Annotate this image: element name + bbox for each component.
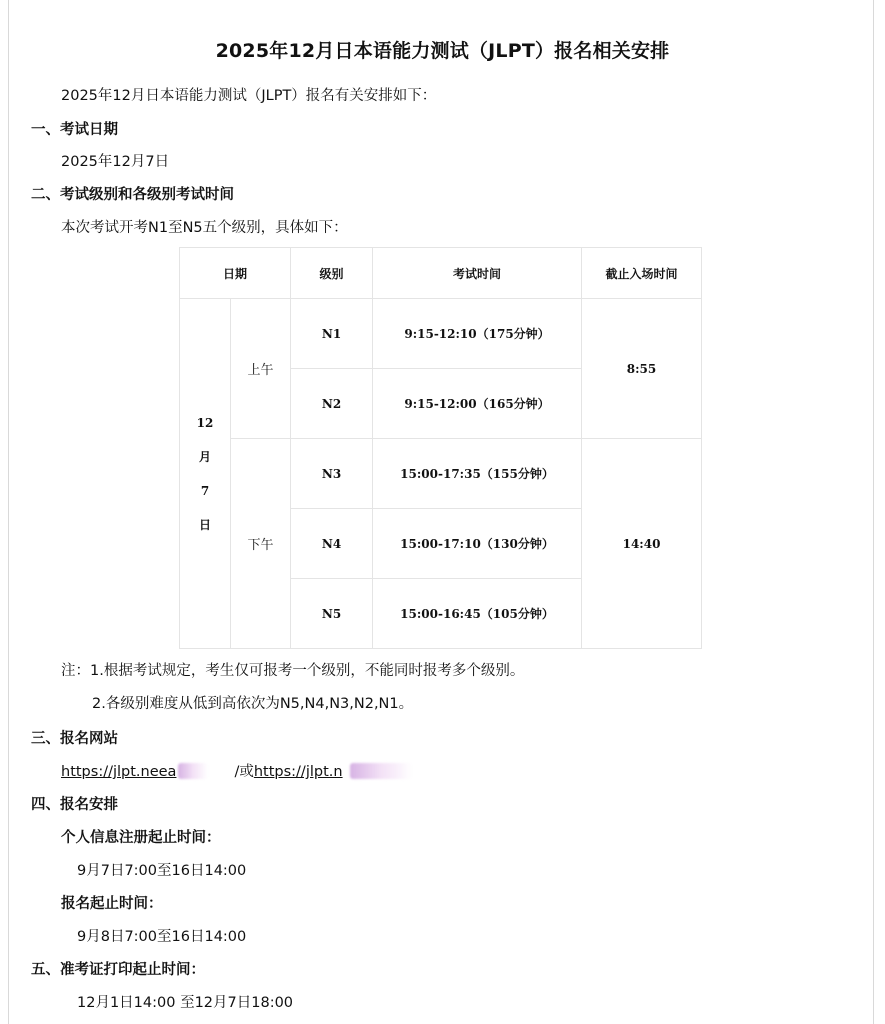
level-cell: N4 xyxy=(291,509,373,579)
date-char: 7 xyxy=(200,483,210,498)
date-char: 12 xyxy=(196,415,214,430)
note-2: 2.各级别难度从低到高依次为N5,N4,N3,N2,N1。 xyxy=(92,696,414,712)
time-cell: 15:00-17:35（155分钟） xyxy=(373,439,582,509)
section5-heading: 五、准考证打印起止时间： xyxy=(31,962,205,978)
header-exam-time: 考试时间 xyxy=(373,248,582,299)
table-header-row xyxy=(180,248,702,299)
registration-period-time: 9月8日7:00至16日14:00 xyxy=(77,929,247,945)
intro-text: 2025年12月日本语能力测试（JLPT）报名有关安排如下： xyxy=(61,88,437,104)
section2-heading: 二、考试级别和各级别考试时间 xyxy=(31,187,234,203)
morning-deadline-cell: 8:55 xyxy=(582,299,702,439)
afternoon-deadline-cell: 14:40 xyxy=(582,439,702,649)
section4-heading: 四、报名安排 xyxy=(31,797,118,813)
redaction-blur-2 xyxy=(350,763,412,779)
level-cell: N3 xyxy=(291,439,373,509)
time-cell: 9:15-12:10（175分钟） xyxy=(373,299,582,369)
time-cell: 9:15-12:00（165分钟） xyxy=(373,369,582,439)
afternoon-cell: 下午 xyxy=(231,439,291,649)
header-level: 级别 xyxy=(291,248,373,299)
section3-heading: 三、报名网站 xyxy=(31,731,118,747)
admission-ticket-print-time: 12月1日14:00 至12月7日18:00 xyxy=(77,995,294,1011)
table-row xyxy=(180,439,702,509)
page-title: 2025年12月日本语能力测试（JLPT）报名相关安排 xyxy=(215,40,670,62)
personal-info-registration-heading: 个人信息注册起止时间： xyxy=(61,830,221,846)
link-separator: /或 xyxy=(234,764,254,780)
level-cell: N2 xyxy=(291,369,373,439)
registration-link-1[interactable]: https://jlpt.neea xyxy=(61,764,177,780)
schedule-table xyxy=(179,247,702,649)
exam-date-text: 2025年12月7日 xyxy=(61,154,170,170)
level-cell: N1 xyxy=(291,299,373,369)
header-date: 日期 xyxy=(180,248,291,299)
time-cell: 15:00-16:45（105分钟） xyxy=(373,579,582,649)
time-cell: 15:00-17:10（130分钟） xyxy=(373,509,582,579)
registration-period-heading: 报名起止时间： xyxy=(61,896,163,912)
level-cell: N5 xyxy=(291,579,373,649)
morning-cell: 上午 xyxy=(231,299,291,439)
redaction-blur-1 xyxy=(178,763,208,779)
note-1: 注：1.根据考试规定，考生仅可报考一个级别，不能同时报考多个级别。 xyxy=(61,663,525,679)
header-entry-deadline: 截止入场时间 xyxy=(582,248,702,299)
personal-info-registration-time: 9月7日7:00至16日14:00 xyxy=(77,863,247,879)
date-cell xyxy=(180,299,231,649)
section1-heading: 一、考试日期 xyxy=(31,122,118,138)
date-char: 月 xyxy=(198,449,211,464)
levels-intro-text: 本次考试开考N1至N5五个级别，具体如下： xyxy=(61,220,348,236)
table-row xyxy=(180,299,702,369)
registration-link-2[interactable]: https://jlpt.n xyxy=(253,764,343,780)
date-char: 日 xyxy=(198,517,211,532)
